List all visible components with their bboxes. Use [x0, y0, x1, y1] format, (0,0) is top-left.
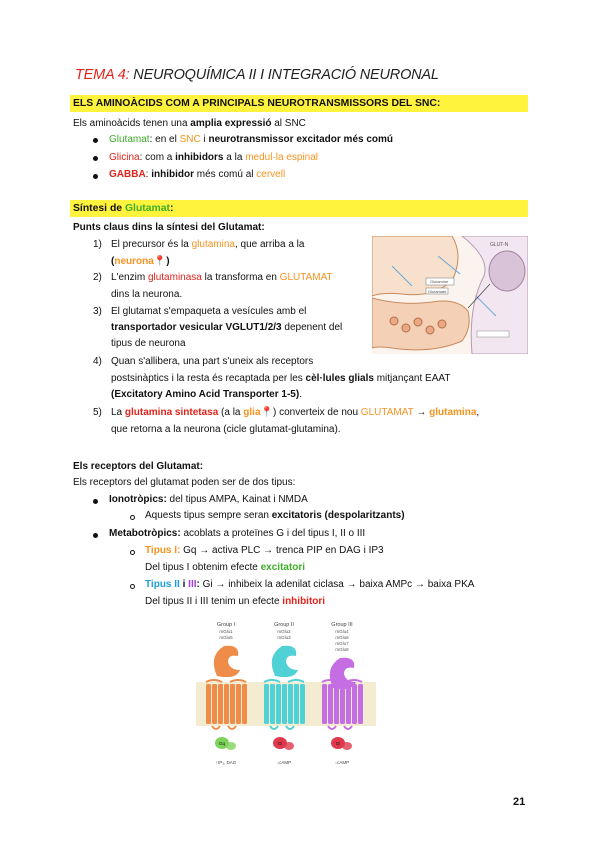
- point-3-number: 3): [93, 306, 102, 317]
- transmembrane-helix: [282, 684, 287, 724]
- item-ionotropics: Ionotròpics: del tipus AMPA, Kainat i NMDA: [109, 494, 308, 505]
- transmembrane-helix: [224, 684, 229, 724]
- figure-label: GLUT-N: [490, 242, 509, 248]
- point-1-line2: (neurona📍): [111, 256, 170, 267]
- group-member: mGlu4: [335, 629, 349, 634]
- transmembrane-helix: [358, 684, 363, 724]
- transmembrane-helix: [212, 684, 217, 724]
- bullet-glicina: [93, 152, 98, 165]
- group-member: mGlu5: [219, 635, 233, 640]
- synapse-diagram: [372, 236, 528, 354]
- transmembrane-helix: [334, 684, 339, 724]
- figure-label: Glutamate: [428, 289, 447, 294]
- item-gabba: GABBA: inhibidor més comú al cervell: [109, 169, 286, 180]
- item-glutamat: Glutamat: en el SNC i neurotransmissor excitador més comú: [109, 134, 394, 145]
- transmembrane-helix: [300, 684, 305, 724]
- g-protein-subunit: [284, 742, 294, 750]
- pin-icon: 📍: [260, 407, 273, 418]
- transmembrane-helix: [288, 684, 293, 724]
- group-effect: ↓cAMP: [276, 760, 292, 765]
- bullet-gabba: [93, 170, 98, 183]
- group-name: Group II: [274, 622, 294, 628]
- group-effect: ↑IP₃, DAG: [215, 760, 237, 765]
- group-name: Group I: [216, 622, 236, 628]
- g-protein-label: Gi: [277, 741, 283, 746]
- page-number: 21: [513, 796, 526, 808]
- group-member: mGlu7: [335, 641, 349, 646]
- section1-intro: Els aminoàcids tenen una amplia expressió al SNC: [73, 118, 306, 129]
- section-heading-aminoacids: ELS AMINOÀCIDS COM A PRINCIPALS NEUROTRANSMISSORS DEL SNC:: [70, 95, 528, 112]
- transmembrane-helix: [322, 684, 327, 724]
- transmembrane-helix: [206, 684, 211, 724]
- point-5-line2: que retorna a la neurona (cicle glutamat-glutamina).: [111, 424, 341, 435]
- point-3-line3: tipus de neurona: [111, 338, 186, 349]
- subbullet-tipus1: [130, 546, 135, 559]
- bullet-metabotropics: [93, 529, 98, 542]
- point-4-line3: (Excitatory Amino Acid Transporter 1-5).: [111, 389, 302, 400]
- figure-label: Glutamine: [430, 279, 449, 284]
- transmembrane-helix: [218, 684, 223, 724]
- transmembrane-helix: [352, 684, 357, 724]
- item-glicina: Glicina: com a inhibidors a la medul·la espinal: [109, 152, 319, 163]
- point-2-line2: dins la neurona.: [111, 289, 183, 300]
- group-member: mGlu3: [277, 635, 291, 640]
- group-member: mGlu2: [277, 629, 291, 634]
- group-member: mGlu6: [335, 635, 349, 640]
- bullet-glutamat: [93, 134, 98, 147]
- item-tipus1: Tipus I: Gq → activa PLC → trenca PIP en DAG i IP3: [145, 545, 384, 556]
- subbullet-iono: [130, 511, 135, 524]
- transmembrane-helix: [270, 684, 275, 724]
- transmembrane-helix: [340, 684, 345, 724]
- transmembrane-helix: [328, 684, 333, 724]
- pin-icon: 📍: [153, 256, 167, 267]
- item-tipus23: Tipus II i III: Gi → inhibeix la adenilat ciclasa → baixa AMPc → baixa PKA: [145, 579, 475, 590]
- transmembrane-helix: [230, 684, 235, 724]
- transmembrane-helix: [276, 684, 281, 724]
- section2-subheading: Punts claus dins la síntesi del Glutamat:: [73, 222, 265, 233]
- transmembrane-helix: [294, 684, 299, 724]
- g-protein-subunit: [342, 742, 352, 750]
- g-protein-label: Gq: [218, 741, 226, 746]
- point-1-line1: El precursor és la glutamina, que arriba a la: [111, 239, 305, 250]
- point-4-line2: postsinàptics i la resta és recaptada per les cèl·lules glials mitjançant EAAT: [111, 373, 451, 384]
- mglu-receptors-figure: [196, 616, 376, 768]
- point-2-number: 2): [93, 272, 102, 283]
- subbullet-tipus23: [130, 580, 135, 593]
- bullet-ionotropics: [93, 495, 98, 508]
- transmembrane-helix: [346, 684, 351, 724]
- page-title: TEMA 4: NEUROQUÍMICA II I INTEGRACIÓ NEURONAL: [75, 67, 439, 83]
- section-heading-sintesi: Síntesi de Glutamat:: [70, 200, 528, 217]
- item-metabotropics: Metabotròpics: acoblats a proteïnes G i del tipus I, II o III: [109, 528, 366, 539]
- item-iono-sub: Aquests tipus sempre seran excitatoris (despolaritzants): [145, 510, 405, 521]
- group-member: mGlu1: [219, 629, 233, 634]
- point-1-number: 1): [93, 239, 102, 250]
- group-effect: ↓cAMP: [334, 760, 350, 765]
- point-4-number: 4): [93, 356, 102, 367]
- transmembrane-helix: [236, 684, 241, 724]
- point-3-line2: transportador vesicular VGLUT1/2/3 depenent del: [111, 322, 343, 333]
- point-2-line1: L'enzim glutaminasa la transforma en GLUTAMAT: [111, 272, 333, 283]
- item-tipus1-effect: Del tipus I obtenim efecte excitatori: [145, 562, 306, 573]
- point-5-line1: La glutamina sintetasa (a la glia📍) converteix de nou GLUTAMAT → glutamina,: [111, 407, 480, 418]
- point-3-line1: El glutamat s'empaqueta a vesícules amb el: [111, 306, 307, 317]
- section3-intro: Els receptors del glutamat poden ser de dos tipus:: [73, 477, 296, 488]
- g-protein-label: Gi: [335, 741, 341, 746]
- item-tipus23-effect: Del tipus II i III tenim un efecte inhibitori: [145, 596, 326, 607]
- point-4-line1: Quan s'allibera, una part s'uneix als receptors: [111, 356, 314, 367]
- section3-heading: Els receptors del Glutamat:: [73, 461, 204, 472]
- transmembrane-helix: [264, 684, 269, 724]
- g-protein-subunit: [226, 742, 236, 750]
- group-name: Group III: [331, 622, 353, 628]
- group-member: mGlu8: [335, 647, 349, 652]
- transmembrane-helix: [242, 684, 247, 724]
- point-5-number: 5): [93, 407, 102, 418]
